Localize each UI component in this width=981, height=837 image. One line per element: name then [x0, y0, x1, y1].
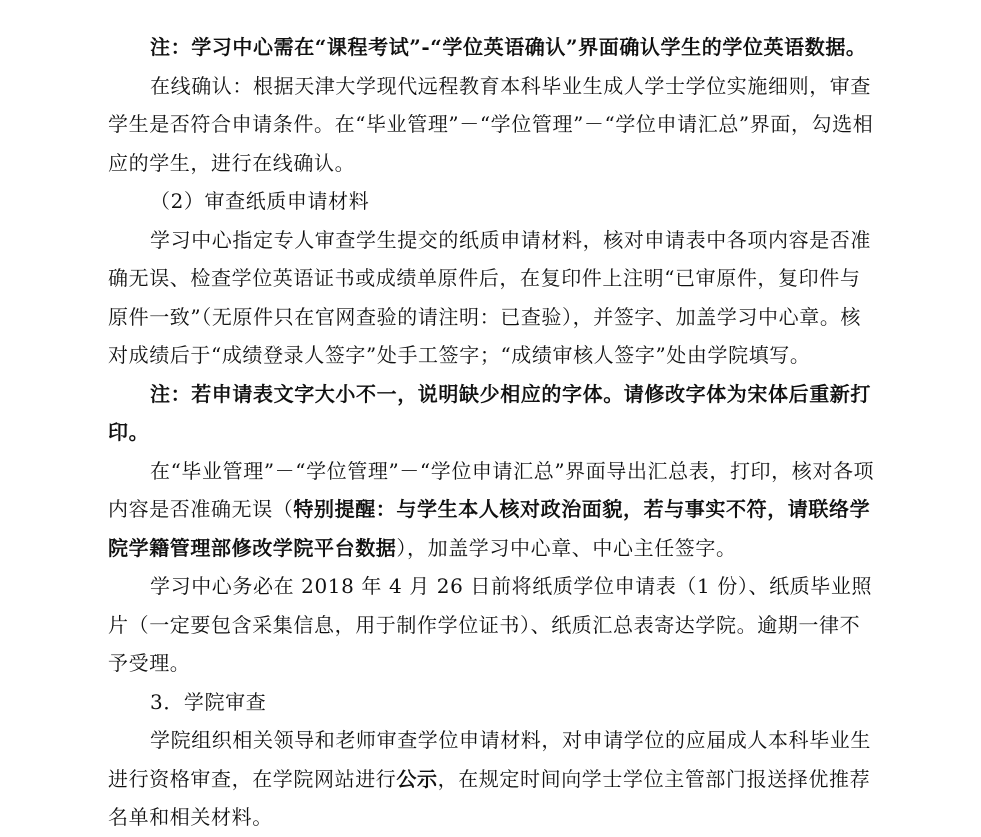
note-font-issue-text: 注：若申请表文字大小不一，说明缺少相应的字体。请修改字体为宋体后重新打印。 — [108, 381, 871, 444]
college-review-text-start: 学院组织相关领导和老师审查学位申请材料，对申请学位的应届成人本科毕业生进行资格审查，在学院网站进行 — [108, 728, 871, 791]
note-course-exam-text: 注：学习中心需在“课程考试”-“学位英语确认”界面确认学生的学位英语数据。 — [150, 35, 867, 59]
export-summary-text-end: ），加盖学习中心章、中心主任签字。 — [396, 535, 737, 560]
college-review-heading — [0, 683, 981, 722]
note-course-exam — [0, 28, 981, 67]
online-confirm-text: 在线确认：根据天津大学现代远程教育本科毕业生成人学士学位实施细则，审查学生是否符合申请条件。在“毕业管理”－“学位管理”－“学位申请汇总”界面，勾选相应的学生，进行在线确认。 — [108, 73, 874, 175]
note-font-issue — [0, 375, 981, 452]
deadline-text: 学习中心务必在 2018 年 4 月 26 日前将纸质学位申请表（1 份）、纸质毕业照片（一定要包含采集信息，用于制作学位证书）、纸质汇总表寄达学院。逾期一律不予受理。 — [108, 574, 873, 675]
online-confirm-paragraph — [0, 67, 981, 183]
special-reminder-text: 特别提醒：与学生本人核对政治面貌，若与事实不符，请联络学院学籍管理部修改学院平台数据 — [108, 497, 871, 560]
paper-materials-heading-text: （2）审查纸质申请材料 — [150, 189, 370, 213]
paper-materials-heading — [0, 182, 981, 221]
export-summary-paragraph — [0, 452, 981, 568]
college-review-paragraph — [0, 721, 981, 837]
college-review-heading-text: 3．学院审查 — [150, 689, 267, 714]
export-summary-text-start: 在“毕业管理”－“学位管理”－“学位申请汇总”界面导出汇总表，打印，核对各项内容是否准确无误（ — [108, 458, 875, 521]
paper-review-text: 学习中心指定专人审查学生提交的纸质申请材料，核对申请表中各项内容是否准确无误、检查学位英语证书或成绩单原件后，在复印件上注明“已审原件，复印件与原件一致”（无原件只在官网查验的请注明：已查验），并签字、加盖学习中心章。核对成绩后于“成绩登录人签字”处手工签字；“成绩审核人签字”处由学院填写。 — [108, 227, 871, 367]
publicity-text: 公示 — [396, 766, 438, 791]
paper-review-paragraph — [0, 221, 981, 375]
deadline-paragraph — [0, 567, 981, 683]
college-review-text-end: ，在规定时间向学士学位主管部门报送择优推荐名单和相关材料。 — [108, 766, 871, 829]
